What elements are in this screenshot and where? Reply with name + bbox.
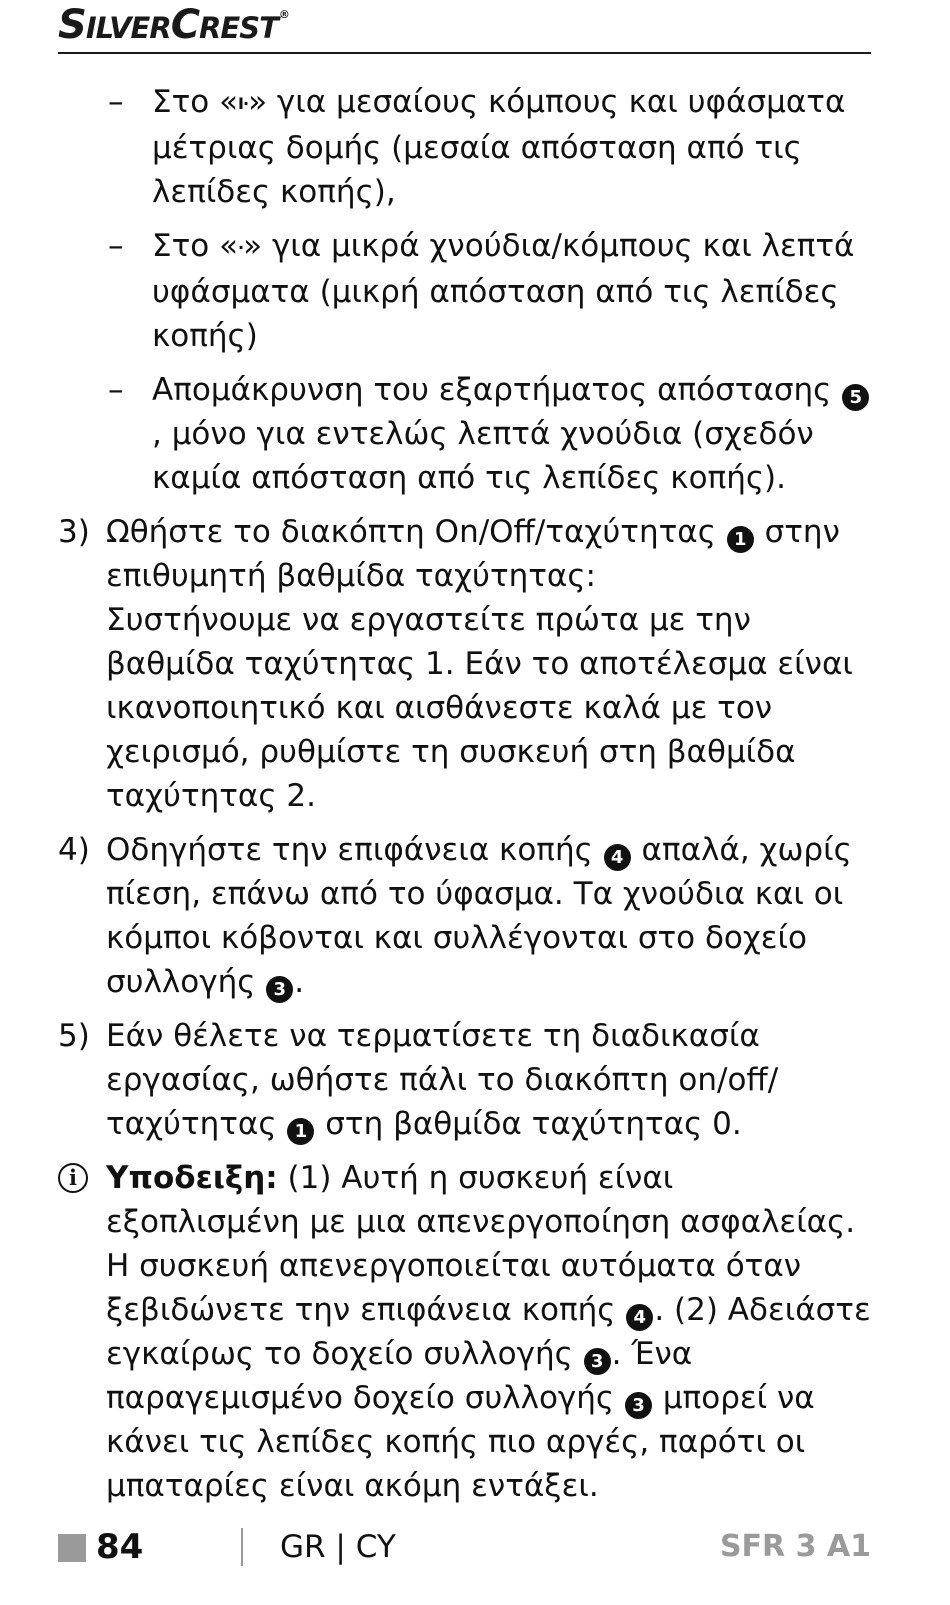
- step-text: Εάν θέλετε να τερματίσετε τη διαδικασία εργασίας, ωθήστε πάλι το διακόπτη on/off/ταχύτητας: [106, 1018, 779, 1142]
- header-rule: [58, 52, 871, 54]
- step-text: στη βαθμίδα ταχύτητας 0.: [315, 1106, 742, 1142]
- bullet-remove-spacer: [58, 368, 874, 500]
- bullet-small-setting: [58, 224, 874, 358]
- step-number: 4): [58, 832, 90, 868]
- brand-letter-s: S: [58, 2, 86, 48]
- brand-letter-c: C: [170, 2, 200, 48]
- bullet-text: Στο «: [152, 84, 239, 120]
- note-text: (1) Αυτή η συσκευή είναι εξοπλισμένη με μια απενεργοποίηση ασφαλείας. Η συσκευή απενεργοποιείται αυτόματα όταν ξεβιδώνετε την επιφάνεια κοπής: [106, 1160, 856, 1328]
- medium-setting-symbol: I·: [238, 94, 249, 113]
- step-text: στην επιθυμητή βαθμίδα ταχύτητας:: [106, 514, 840, 594]
- small-setting-symbol: ·: [238, 238, 244, 257]
- part-ref-badge: 1: [287, 1118, 314, 1145]
- step-text: .: [294, 964, 305, 1000]
- bullet-text: Στο «: [152, 228, 239, 264]
- note-text: μπορεί να κάνει τις λεπίδες κοπής πιο αργές, παρότι οι μπαταρίες είναι ακόμη εντάξει.: [106, 1380, 815, 1504]
- part-ref-badge: 3: [625, 1392, 652, 1419]
- step-number: 3): [58, 514, 90, 550]
- bullet-dash: –: [108, 84, 124, 120]
- instructions-body: [58, 80, 874, 1508]
- part-ref-badge: 4: [626, 1304, 653, 1331]
- footer-divider: [241, 1528, 243, 1566]
- bullet-text: » για μικρά χνούδια/κόμπους και λεπτά υφάσματα (μικρή απόσταση από τις λεπίδες κοπής): [152, 228, 855, 354]
- step-3: [58, 510, 874, 818]
- registered-mark: ®: [278, 8, 289, 21]
- step-4: [58, 828, 874, 1004]
- step-number: 5): [58, 1018, 90, 1054]
- part-ref-badge: 3: [266, 976, 293, 1003]
- model-number: SFR 3 A1: [719, 1529, 871, 1564]
- step-text: Οδηγήστε την επιφάνεια κοπής: [106, 832, 603, 868]
- step-recommendation: Συστήνουμε να εργαστείτε πρώτα με την βαθμίδα ταχύτητας 1. Εάν το αποτέλεσμα είναι ικανοποιητικό και αισθάνεστε καλά με τον χειρισμό, ρυθμίστε τη συσκευή στη βαθμίδα ταχύτητας 2.: [106, 602, 853, 814]
- info-icon: i: [58, 1163, 88, 1193]
- part-ref-badge: 1: [727, 526, 754, 553]
- brand-part-rest: REST: [199, 11, 278, 45]
- safety-note: [58, 1156, 874, 1508]
- page-footer: [58, 1522, 871, 1572]
- bullet-text: , μόνο για εντελώς λεπτά χνούδια (σχεδόν καμία απόσταση από τις λεπίδες κοπής).: [152, 416, 814, 496]
- brand-part-ilver: ILVER: [85, 11, 171, 45]
- bullet-medium-setting: [58, 80, 874, 214]
- bullet-text: Απομάκρυνση του εξαρτήματος απόστασης: [152, 372, 842, 408]
- page-number: 84: [96, 1527, 144, 1567]
- step-text: Ωθήστε το διακόπτη On/Off/ταχύτητας: [106, 514, 726, 550]
- part-ref-badge: 4: [604, 844, 631, 871]
- bullet-text: » για μεσαίους κόμπους και υφάσματα μέτριας δομής (μεσαία απόσταση από τις λεπίδες κοπής),: [152, 84, 846, 210]
- footer-square-marker: [58, 1534, 86, 1562]
- step-5: [58, 1014, 874, 1146]
- note-label: Υποδειξη:: [106, 1160, 278, 1196]
- note-text: . (2) Αδειάστε εγκαίρως το δοχείο συλλογής: [106, 1292, 871, 1372]
- part-ref-badge: 3: [584, 1348, 611, 1375]
- part-ref-badge: 5: [842, 384, 869, 411]
- brand-logo: [58, 2, 289, 48]
- bullet-dash: –: [108, 228, 124, 264]
- note-text: . Ένα παραγεμισμένο δοχείο συλλογής: [106, 1336, 693, 1416]
- bullet-dash: –: [108, 372, 124, 408]
- step-text: απαλά, χωρίς πίεση, επάνω από το ύφασμα. Τα χνούδια και οι κόμποι κόβονται και συλλέγονται στο δοχείο συλλογής: [106, 832, 852, 1000]
- region-codes: GR | CY: [280, 1529, 396, 1565]
